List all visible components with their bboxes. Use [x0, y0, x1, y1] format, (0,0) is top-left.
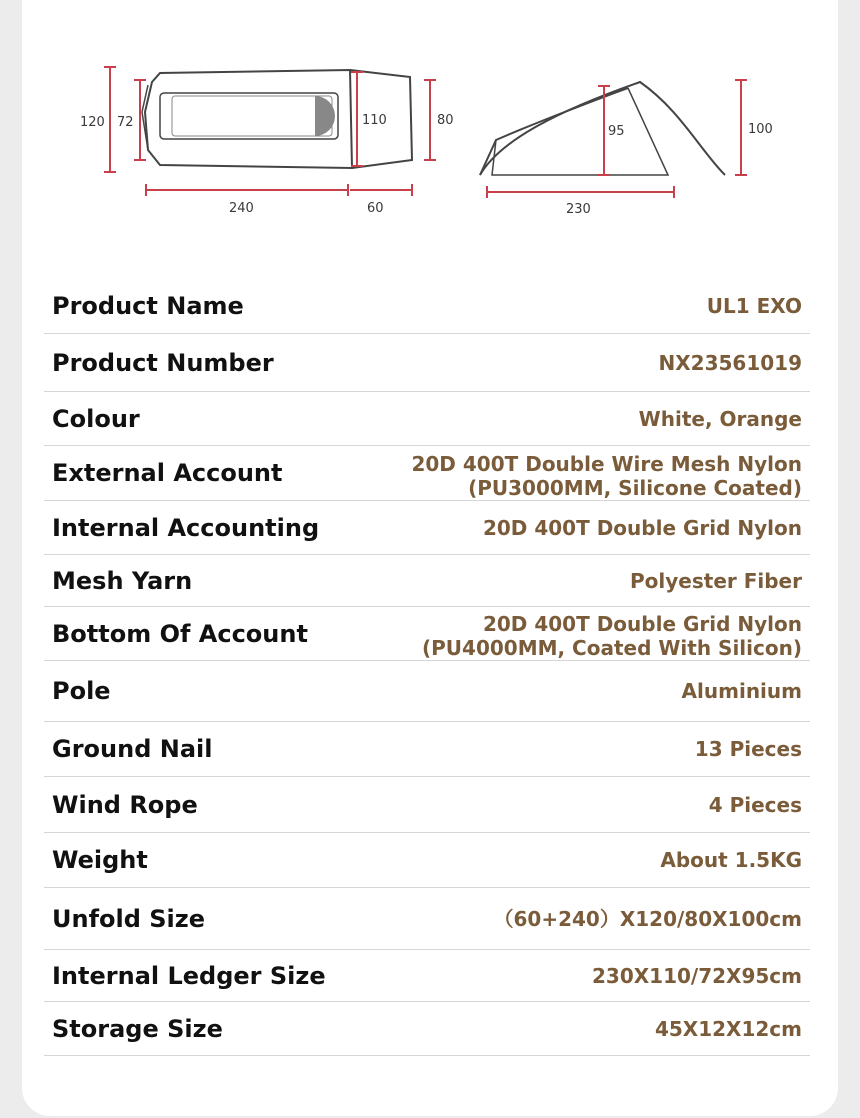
spec-label: External Account [52, 459, 283, 487]
dim-label-60: 60 [367, 201, 384, 216]
spec-label: Mesh Yarn [52, 566, 193, 595]
spec-row-pole [44, 661, 810, 722]
spec-label: Product Number [52, 348, 274, 377]
spec-row-weight [44, 833, 810, 888]
spec-row-ground-nail [44, 722, 810, 777]
spec-row-bottom-of-account [44, 607, 810, 661]
dim-label-95: 95 [608, 124, 625, 139]
spec-value: 230X110/72X95cm [592, 963, 802, 988]
spec-label: Weight [52, 846, 148, 874]
spec-value: NX23561019 [658, 350, 802, 375]
spec-value-line-1: 20D 400T Double Grid Nylon [482, 612, 802, 636]
dim-label-240: 240 [229, 201, 254, 216]
spec-label: Ground Nail [52, 735, 213, 763]
dim-label-230: 230 [566, 202, 591, 217]
spec-value [422, 607, 802, 660]
spec-row-product-number [44, 334, 810, 392]
spec-row-mesh-yarn [44, 555, 810, 607]
sleeping-area-outline [172, 96, 332, 136]
spec-row-unfold-size [44, 888, 810, 950]
spec-row-wind-rope [44, 777, 810, 833]
inner-tent-outline [160, 93, 338, 139]
spec-value: （60+240）X120/80X100cm [493, 906, 802, 931]
spec-row-internal-ledger-size [44, 950, 810, 1002]
dim-label-100: 100 [748, 122, 773, 137]
spec-value: 13 Pieces [694, 737, 802, 761]
spec-value: Polyester Fiber [630, 568, 802, 593]
spec-value: 20D 400T Double Grid Nylon [482, 515, 802, 540]
spec-label: Internal Ledger Size [52, 961, 326, 990]
fly-profile [480, 82, 725, 175]
side-view-diagram [480, 82, 725, 175]
dim-label-110: 110 [362, 113, 387, 128]
tent-dimension-diagram [0, 0, 860, 240]
spec-value-line-2: (PU3000MM, Silicone Coated) [468, 476, 802, 500]
spec-row-product-name [44, 278, 810, 334]
spec-value: 4 Pieces [708, 792, 802, 817]
spec-value-line-1: 20D 400T Double Wire Mesh Nylon [411, 452, 802, 476]
spec-row-internal-accounting [44, 501, 810, 555]
spec-row-colour [44, 392, 810, 446]
spec-value: UL1 EXO [706, 293, 802, 318]
spec-value: 45X12X12cm [654, 1016, 802, 1041]
spec-value-line-2: (PU4000MM, Coated With Silicon) [421, 636, 802, 660]
dim-label-120: 120 [80, 115, 105, 130]
front-profile [480, 88, 628, 175]
spec-value [411, 446, 802, 500]
spec-label: Internal Accounting [52, 513, 320, 542]
side-view-dimension-lines [487, 80, 747, 198]
spec-value: About 1.5KG [660, 848, 802, 872]
spec-label: Colour [52, 404, 140, 433]
dim-label-72: 72 [117, 115, 134, 130]
spec-row-storage-size [44, 1002, 810, 1056]
spec-label: Wind Rope [52, 790, 198, 819]
spec-value: Aluminium [681, 679, 802, 703]
spec-label: Unfold Size [52, 904, 206, 933]
spec-value: White, Orange [638, 406, 802, 431]
dim-label-80: 80 [437, 113, 454, 128]
spec-label: Pole [52, 677, 111, 705]
spec-label: Product Name [52, 291, 244, 320]
spec-row-external-account [44, 446, 810, 501]
spec-label: Storage Size [52, 1014, 223, 1043]
spec-label: Bottom Of Account [52, 619, 308, 648]
top-view-dimension-lines [104, 67, 436, 196]
